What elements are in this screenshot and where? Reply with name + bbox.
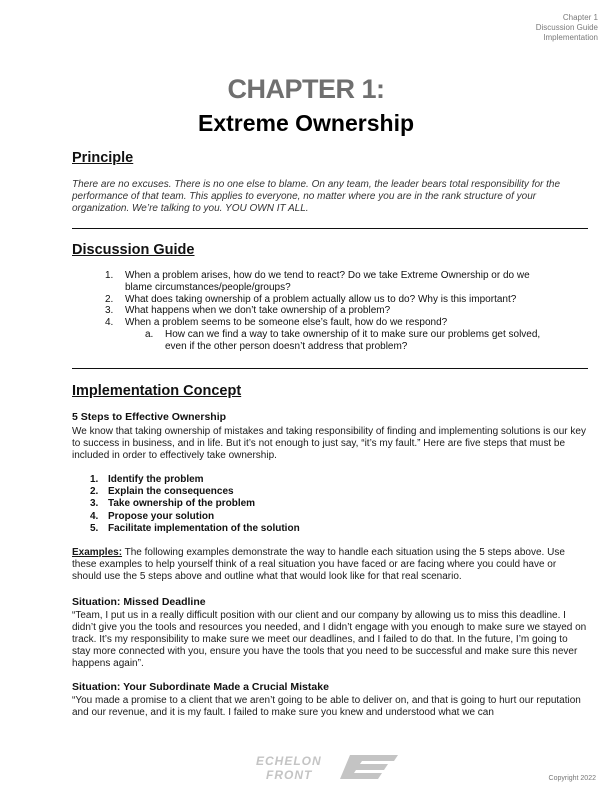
- question-text: When a problem arises, how do we tend to react? Do we take Extreme Ownership or do we blame circumstances/people/groups?: [125, 270, 530, 293]
- question-text: When a problem seems to be someone else’s fault, how do we respond?: [125, 317, 448, 329]
- section-divider: [72, 228, 588, 229]
- situation-text: “You made a promise to a client that we aren’t going to be able to deliver on, and that is going to hurt our reputation and our revenue, and it is my fault. I failed to make sure you knew and understood what we can: [72, 695, 581, 718]
- question-text: What happens when we don’t take ownership of a problem?: [125, 305, 391, 317]
- list-item: [90, 498, 300, 510]
- principle-text: There are no excuses. There is no one else to blame. On any team, the leader bears total responsibility for the performance of that team. This applies to everyone, no matter where you are in the rank structure of your organization. We’re talking to you. YOU OWN IT ALL.: [72, 179, 561, 214]
- list-item: [90, 486, 300, 498]
- logo-line2: FRONT: [266, 768, 313, 782]
- header-section: Discussion Guide: [535, 23, 598, 32]
- situation-text: “Team, I put us in a really difficult position with our client and our company by allowing us to miss this deadline. I didn’t give you the tools and resources you needed, and I didn’t engage with you enough to make sure we stayed on track. It’s my responsibility to make sure we meet our deadlines, and I failed to do that. In the future, I’m going to stay more connected with you, ensure you have the tools that you need to be successful and make sure this never happens again”.: [72, 610, 587, 669]
- step-text: Take ownership of the problem: [108, 498, 256, 510]
- sub-question-letter: a.: [145, 328, 154, 340]
- chapter-number: CHAPTER 1:: [227, 74, 385, 104]
- chapter-title: Extreme Ownership: [197, 110, 415, 136]
- logo-line1: ECHELON: [256, 754, 322, 768]
- principle-heading: Principle: [72, 150, 134, 166]
- examples-label: Examples:: [72, 547, 123, 558]
- step-number: 1.: [90, 474, 99, 485]
- question-number: 1.: [105, 270, 114, 281]
- sub-question-list: [125, 329, 555, 353]
- list-item: [90, 523, 300, 535]
- steps-list: [90, 474, 300, 535]
- question-text: What does taking ownership of a problem actually allow us to do? Why is this important?: [125, 293, 517, 305]
- question-number: 3.: [105, 305, 114, 317]
- echelon-front-logo: [252, 752, 402, 782]
- situation-title: Situation: Your Subordinate Made a Crucial Mistake: [72, 681, 329, 693]
- examples-paragraph: [72, 547, 588, 583]
- examples-text: The following examples demonstrate the way to handle each situation using the 5 steps above. Use these examples to help yourself think of a real situation you have faced or are facing where you could have or should use the 5 steps above and outline what that would look like for that real scenario.: [72, 547, 565, 582]
- header-chapter: Chapter 1: [562, 13, 598, 22]
- list-item: [145, 329, 555, 353]
- step-number: 2.: [90, 486, 99, 498]
- list-item: [105, 294, 555, 306]
- step-number: 5.: [90, 522, 99, 534]
- header-subsection: Implementation: [543, 33, 598, 42]
- steps-intro: We know that taking ownership of mistakes and taking responsibility of finding and implementing solutions is our key to success in business, and in life. But it’s not enough to just say, “it’s my fault.” Here are five steps that must be included in order to effectively take ownership.: [72, 426, 586, 461]
- step-number: 3.: [90, 498, 99, 510]
- discussion-question-list: [105, 270, 555, 353]
- situation-title: Situation: Missed Deadline: [72, 596, 206, 608]
- list-item: [90, 474, 300, 486]
- question-number: 2.: [105, 293, 114, 305]
- page-header: [536, 13, 598, 43]
- step-number: 4.: [90, 510, 99, 522]
- list-item: [105, 317, 555, 352]
- step-text: Identify the problem: [108, 474, 204, 485]
- list-item: [90, 511, 300, 523]
- list-item: [105, 270, 555, 294]
- steps-title: 5 Steps to Effective Ownership: [72, 411, 227, 423]
- section-divider: [72, 368, 588, 369]
- discussion-heading: Discussion Guide: [72, 242, 195, 258]
- step-text: Explain the consequences: [108, 486, 234, 498]
- logo-mark-icon: [340, 755, 398, 779]
- list-item: [105, 305, 555, 317]
- copyright: Copyright 2022: [548, 775, 596, 782]
- step-text: Propose your solution: [108, 510, 215, 522]
- sub-question-text: How can we find a way to take ownership of it to make sure our problems get solved, even if the other person doesn’t address that problem?: [165, 328, 541, 352]
- question-number: 4.: [105, 317, 114, 329]
- step-text: Facilitate implementation of the solution: [108, 522, 300, 534]
- implementation-heading: Implementation Concept: [72, 383, 242, 399]
